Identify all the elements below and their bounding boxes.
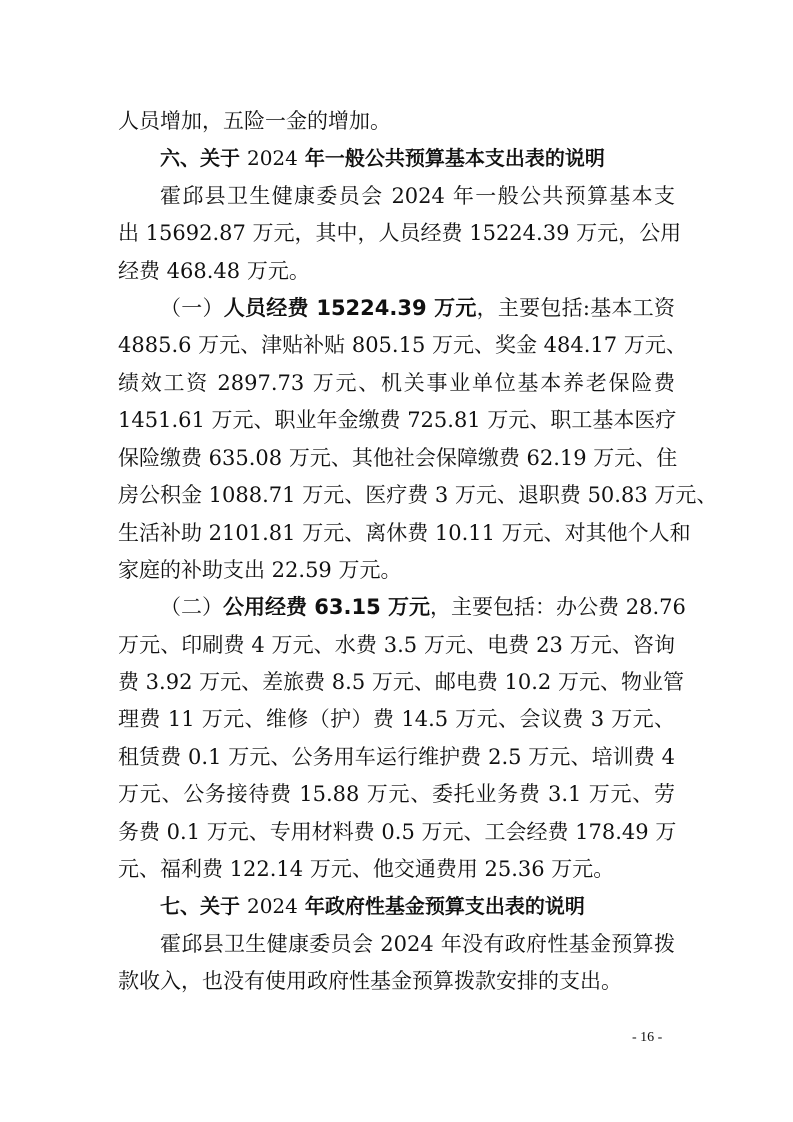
subsection-title: 人员经费 15224.39 万元 [223, 296, 477, 320]
text-line: 霍邱县卫生健康委员会 2024 年一般公共预算基本支 [160, 184, 675, 208]
text-line: 元、福利费 122.14 万元、他交通费用 25.36 万元。 [118, 857, 615, 881]
subsection-number: （二） [160, 595, 223, 619]
text-line: 房公积金 1088.71 万元、医疗费 3 万元、退职费 50.83 万元、 [118, 483, 718, 507]
text-line: 费 3.92 万元、差旅费 8.5 万元、邮电费 10.2 万元、物业管 [118, 670, 684, 694]
subsection-public [160, 590, 686, 624]
heading-year: 2024 [246, 894, 298, 918]
text-line: 万元、公务接待费 15.88 万元、委托业务费 3.1 万元、劳 [118, 782, 675, 806]
section-heading-six [160, 141, 675, 175]
text-line: 4885.6 万元、津贴补贴 805.15 万元、奖金 484.17 万元、 [118, 333, 687, 357]
text-line: 经费 468.48 万元。 [118, 259, 310, 283]
text-line: 出 15692.87 万元，其中，人员经费 15224.39 万元，公用 [118, 221, 682, 245]
text-line: 款收入，也没有使用政府性基金预算拨款安排的支出。 [118, 969, 622, 993]
text-line: 保险缴费 635.08 万元、其他社会保障缴费 62.19 万元、住 [118, 446, 678, 470]
text-line: 1451.61 万元、职业年金缴费 725.81 万元、职工基本医疗 [118, 408, 677, 432]
text-line: 理费 11 万元、维修（护）费 14.5 万元、会议费 3 万元、 [118, 707, 675, 731]
text-line: 人员增加，五险一金的增加。 [118, 109, 391, 133]
text-line: 租赁费 0.1 万元、公务用车运行维护费 2.5 万元、培训费 4 [118, 745, 675, 769]
subsection-personnel [160, 291, 675, 325]
text-line: 绩效工资 2897.73 万元、机关事业单位基本养老保险费 [118, 371, 675, 395]
heading-title: 年一般公共预算基本支出表的说明 [304, 146, 605, 170]
heading-title: 年政府性基金预算支出表的说明 [304, 894, 585, 918]
subsection-number: （一） [160, 296, 224, 320]
section-heading-seven [160, 889, 675, 923]
subsection-text: ，主要包括：办公费 28.76 [430, 595, 686, 619]
text-line: 生活补助 2101.81 万元、离休费 10.11 万元、对其他个人和 [118, 521, 691, 545]
text-line: 务费 0.1 万元、专用材料费 0.5 万元、工会经费 178.49 万 [118, 820, 677, 844]
text-line: 家庭的补助支出 22.59 万元。 [118, 558, 402, 582]
subsection-title: 公用经费 63.15 万元 [223, 595, 431, 619]
subsection-text: ，主要包括:基本工资 [476, 296, 676, 320]
heading-prefix: 七、关于 [160, 894, 240, 918]
text-line: 万元、印刷费 4 万元、水费 3.5 万元、电费 23 万元、咨询 [118, 633, 675, 657]
text-line: 霍邱县卫生健康委员会 2024 年没有政府性基金预算拨 [160, 932, 675, 956]
heading-year: 2024 [246, 146, 298, 170]
page-number: - 16 - [632, 1030, 663, 1045]
heading-prefix: 六、关于 [160, 146, 240, 170]
